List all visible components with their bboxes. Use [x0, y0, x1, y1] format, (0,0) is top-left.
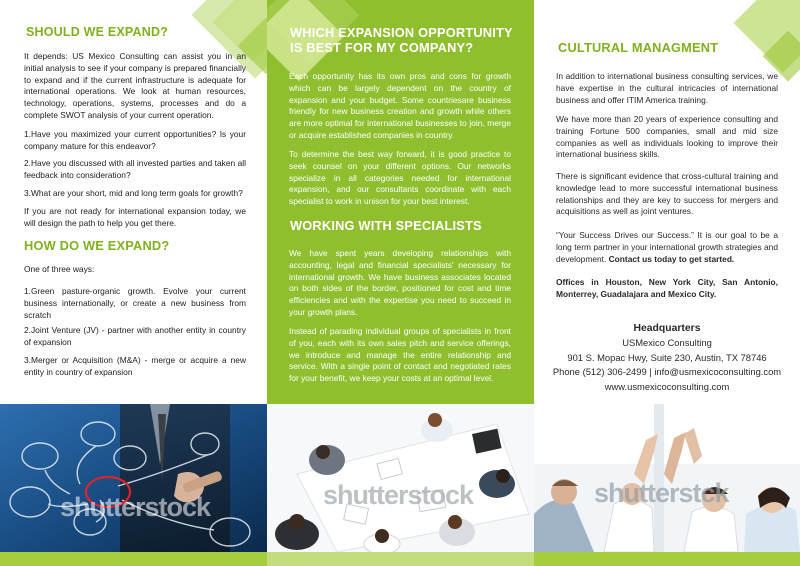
heading-working-with-specialists: WORKING WITH SPECIALISTS — [290, 218, 482, 233]
photo-team-meeting — [267, 404, 534, 552]
para-cultural-1: In addition to international business consulting services, we have expertise in the cultural intricacies of international business and offer ITIM America training. — [556, 71, 778, 105]
contact-cta: Contact us today to get started. — [608, 253, 735, 264]
middle-panel — [267, 0, 534, 566]
hq-contact: Phone (512) 306-2499 | info@usmexicoconsulting.com — [552, 366, 782, 378]
photo-team-meeting-graphic — [267, 404, 534, 552]
para-should-we-expand: It depends: US Mexico Consulting can assist you in an initial analysis to see if your company is prepared financially to expand and if the current infrastructure is adequate for international operations. We look at human resources, technology, operations, systems, processes and do a complete SWOT analysis of your current operation. — [24, 51, 246, 120]
way-1: 1.Green pasture-organic growth. Evolve your current business internationally, or create a new business from scratch — [24, 286, 246, 320]
watermark: shutterstock — [323, 480, 474, 510]
way-3: 3.Merger or Acquisition (M&A) - merge or acquire a new entity in country of expansion — [24, 355, 246, 377]
photo-business-diagram-graphic — [0, 404, 267, 552]
left-panel — [0, 0, 267, 566]
para-relationships: We have spent years developing relationships with accounting, legal and financial specialists' necessary for international growth. We have business associates located on both sides of the border, positioned for cost and time efficiencies and with the expertise you need to succeed in your growth plans. — [289, 248, 511, 317]
question-1: 1.Have you maximized your current opportunities? Is your company mature for this endeavor? — [24, 129, 246, 151]
intro-three-ways: One of three ways: — [24, 264, 95, 274]
para-best-way: To determine the best way forward, it is good practice to seek counsel on your different options. Our networks specialize in all categories needed for international expansion, and our consultants coordinate with each specialist to work in unison for your best interest. — [289, 149, 511, 207]
hq-title: Headquarters — [633, 323, 701, 334]
heading-how-do-we-expand: HOW DO WE EXPAND? — [24, 238, 170, 253]
heading-which-expansion-line1: WHICH EXPANSION OPPORTUNITY — [290, 25, 513, 40]
bottom-strip-middle — [267, 552, 534, 566]
success-text: “Your Success Drives our Success.” It is our goal to be a long term partner in your international growth strategies and development. — [556, 230, 778, 264]
para-opportunity: Each opportunity has its own pros and cons for growth which can be largely dependent on the country of expansion and your budget. Some countriesare business friendly for new business creation and growth while others are more optimal for international businesses to join, merge or acquire established companies in country. — [289, 71, 511, 140]
para-single-contact: Instead of parading individual groups of specialists in front of you, each with its own sales pitch and service offerings, we introduce and manage the entire relationship and service. With a single point of contact and negotiated rates for your benefit, we keep your costs at an optimal level. — [289, 326, 511, 384]
headquarters-block — [534, 322, 800, 394]
offices-list: Offices in Houston, New York City, San Antonio, Monterrey, Guadalajara and Mexico City. — [556, 277, 778, 299]
question-3: 3.What are your short, mid and long term goals for growth? — [24, 188, 243, 198]
para-not-ready: If you are not ready for international expansion today, we will design the path to help you get there. — [24, 206, 246, 228]
hq-website: www.usmexicoconsulting.com — [604, 380, 730, 392]
para-cultural-2: We have more than 20 years of experience consulting and training Fortune 500 companies, small and mid size companies as well as individuals looking to improve their international business skills. — [556, 114, 778, 160]
para-success — [556, 230, 778, 265]
hq-address: 901 S. Mopac Hwy, Suite 230, Austin, TX 78746 — [567, 351, 767, 363]
heading-should-we-expand: SHOULD WE EXPAND? — [26, 25, 169, 39]
photo-business-diagram — [0, 404, 267, 552]
hq-company-name: USMexico Consulting — [622, 337, 712, 349]
photo-team-high-five — [534, 404, 800, 552]
question-2: 2.Have you discussed with all invested parties and taken all feedback into consideration? — [24, 158, 246, 180]
way-2: 2.Joint Venture (JV) - partner with another entity in country of expansion — [24, 325, 246, 347]
right-panel — [534, 0, 800, 566]
heading-cultural-management: CULTURAL MANAGMENT — [558, 40, 719, 55]
watermark: shutterstock — [60, 492, 211, 522]
watermark: shutterstck — [594, 478, 729, 508]
para-cultural-3: There is significant evidence that cross-cultural training and knowledge lead to more successful international business relationships and they are key to success for mergers and acquisitions as well as joint ventures. — [556, 171, 778, 217]
heading-which-expansion-line2: IS BEST FOR MY COMPANY? — [290, 40, 474, 55]
